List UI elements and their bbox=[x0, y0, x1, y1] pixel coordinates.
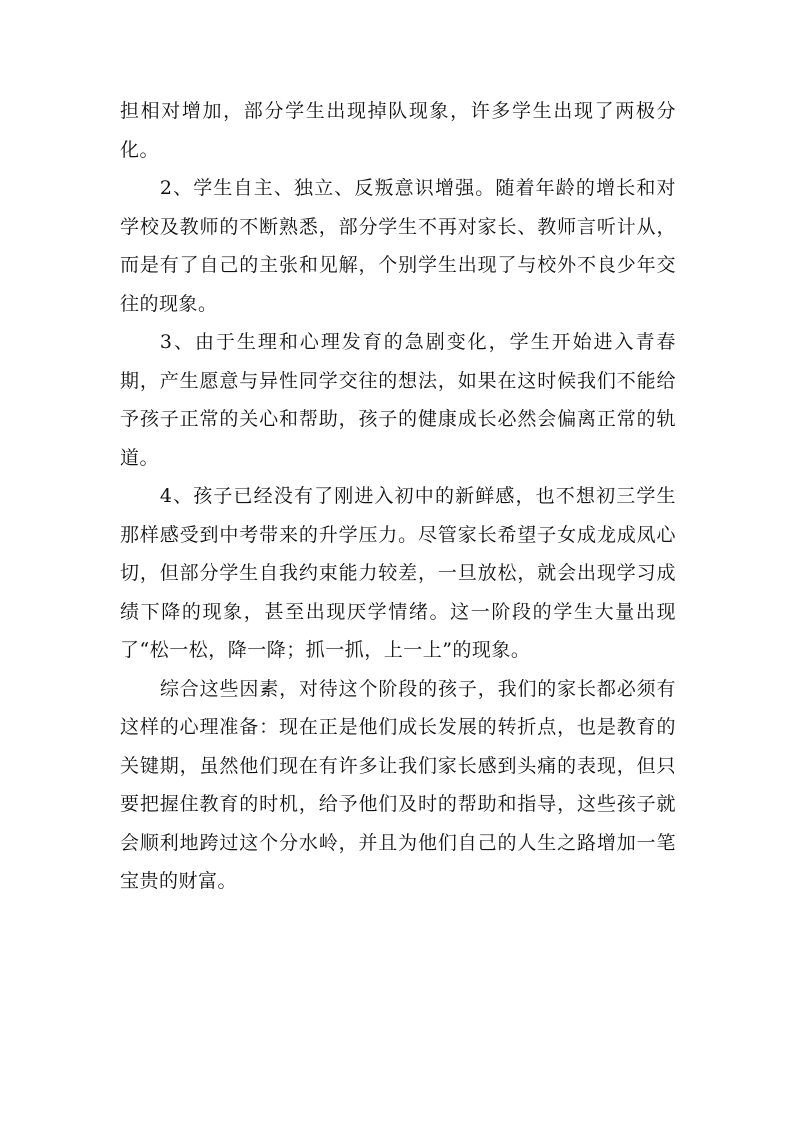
paragraph-point-2: 2、学生自主、独立、反叛意识增强。随着年龄的增长和对学校及教师的不断熟悉，部分学生不再对家长、教师言听计从，而是有了自己的主张和见解，个别学生出现了与校外不良少年交往的现象。 bbox=[120, 177, 676, 315]
paragraph-point-4: 4、孩子已经没有了刚进入初中的新鲜感，也不想初三学生那样感受到中考带来的升学压力。尽管家长希望子女成龙成凤心切，但部分学生自我约束能力较差，一旦放松，就会出现学习成绩下降的现象，甚至出现厌学情绪。这一阶段的学生大量出现了“松一松，降一降；抓一抓，上一上”的现象。 bbox=[120, 485, 676, 661]
paragraph-summary: 综合这些因素，对待这个阶段的孩子，我们的家长都必须有这样的心理准备：现在正是他们成长发展的转折点，也是教育的关键期，虽然他们现在有许多让我们家长感到头痛的表现，但只要把握住教育的时机，给予他们及时的帮助和指导，这些孩子就会顺利地跨过这个分水岭，并且为他们自己的人生之路增加一笔宝贵的财富。 bbox=[120, 677, 676, 892]
paragraph-continuation: 担相对增加，部分学生出现掉队现象，许多学生出现了两极分化。 bbox=[120, 100, 676, 161]
document-body bbox=[120, 92, 676, 901]
paragraph-point-3: 3、由于生理和心理发育的急剧变化，学生开始进入青春期，产生愿意与异性同学交往的想法，如果在这时候我们不能给予孩子正常的关心和帮助，孩子的健康成长必然会偏离正常的轨道。 bbox=[120, 331, 676, 469]
